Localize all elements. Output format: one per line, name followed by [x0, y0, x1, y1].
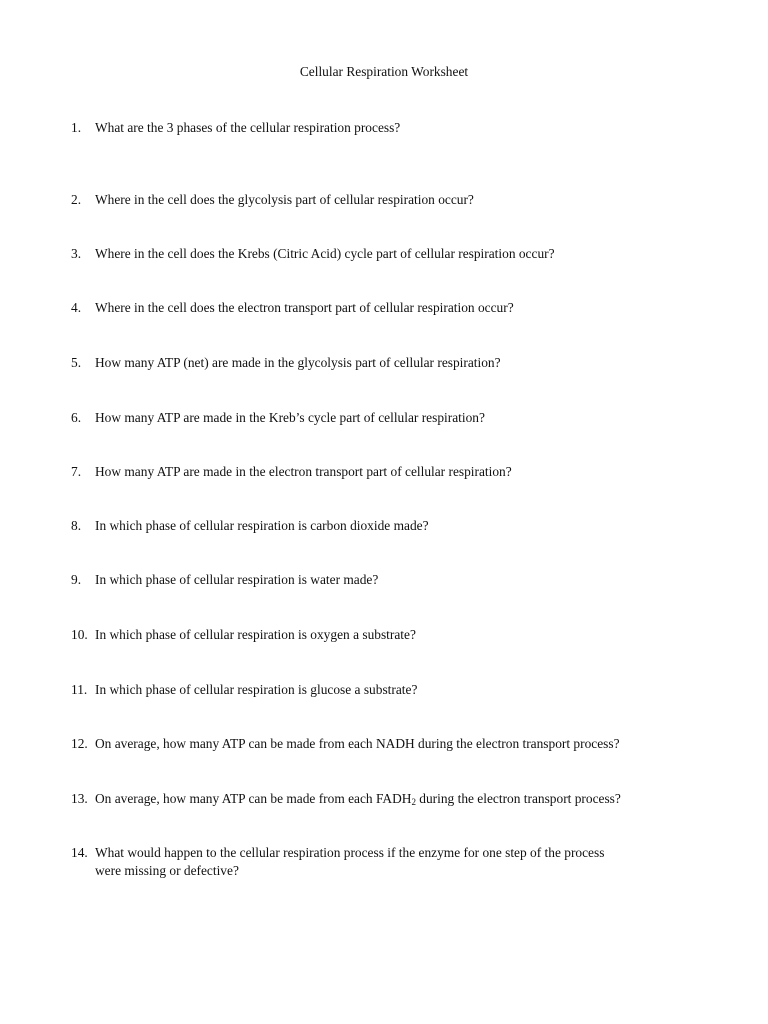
question-number: 7. [71, 464, 82, 479]
question-number: 4. [71, 300, 82, 315]
question-number: 6. [71, 410, 82, 425]
page-title: Cellular Respiration Worksheet [299, 64, 469, 79]
subscript-two: 2 [411, 797, 416, 807]
question-text-line: were missing or defective? [95, 863, 239, 878]
question-number: 9. [71, 572, 82, 587]
question-text: Where in the cell does the glycolysis part of cellular respiration occur? [95, 192, 474, 207]
question-text: What are the 3 phases of the cellular respiration process? [95, 120, 401, 135]
question-number: 3. [71, 246, 82, 261]
question-text [95, 790, 715, 808]
question-text: How many ATP (net) are made in the glycolysis part of cellular respiration? [95, 355, 501, 370]
question-number: 11. [71, 682, 88, 697]
question-text: Where in the cell does the Krebs (Citric Acid) cycle part of cellular respiration occur? [95, 246, 555, 261]
question-text: In which phase of cellular respiration is oxygen a substrate? [95, 627, 416, 642]
question-number: 10. [71, 627, 88, 642]
question-number: 2. [71, 192, 82, 207]
question-text: In which phase of cellular respiration is glucose a substrate? [95, 682, 418, 697]
question-text: On average, how many ATP can be made from each NADH during the electron transport process? [95, 736, 620, 751]
question-number: 13. [71, 791, 88, 806]
question-number: 1. [71, 120, 82, 135]
question-text: How many ATP are made in the electron transport part of cellular respiration? [95, 464, 512, 479]
question-text: How many ATP are made in the Kreb’s cycle part of cellular respiration? [95, 410, 485, 425]
question-text: Where in the cell does the electron transport part of cellular respiration occur? [95, 300, 514, 315]
question-text-part: during the electron transport process? [415, 791, 621, 806]
question-text: In which phase of cellular respiration is water made? [95, 572, 379, 587]
question-number: 14. [71, 845, 88, 860]
question-number: 5. [71, 355, 82, 370]
question-text: In which phase of cellular respiration is carbon dioxide made? [95, 518, 429, 533]
question-text [95, 844, 715, 880]
question-text-part: On average, how many ATP can be made from each FADH [95, 791, 412, 806]
question-text-line: What would happen to the cellular respiration process if the enzyme for one step of the process [95, 845, 605, 860]
question-number: 8. [71, 518, 82, 533]
question-number: 12. [71, 736, 88, 751]
